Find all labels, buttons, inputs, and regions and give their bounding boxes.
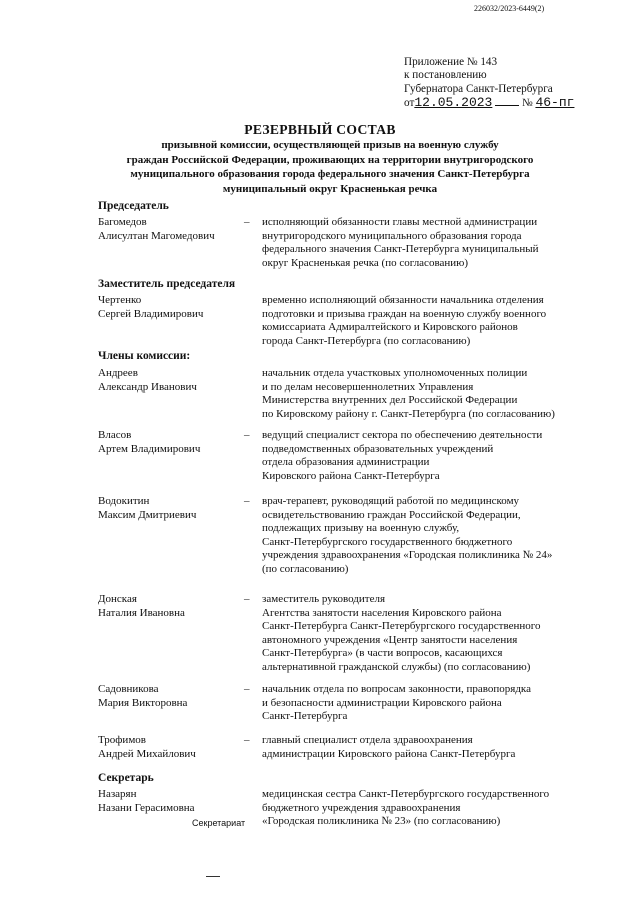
- member-name: [98, 216, 215, 243]
- member-position-line: бюджетного учреждения здравоохранения: [262, 801, 461, 814]
- member-position-line: автономного учреждения «Центр занятости населения: [262, 633, 518, 646]
- member-position-line: подлежащих призыву на военную службу,: [262, 522, 460, 535]
- member-position-line: начальник отдела участковых уполномоченных полиции: [262, 367, 528, 379]
- member-position-line: Кировского района Санкт-Петербурга: [262, 469, 440, 482]
- member-position: [262, 788, 549, 829]
- member-position: [262, 734, 515, 761]
- member-name: [98, 683, 187, 710]
- dash-separator: –: [244, 683, 250, 695]
- appendix-line-3: Губернатора Санкт-Петербурга: [404, 82, 553, 95]
- member-name: [98, 294, 203, 321]
- document-subtitle: [60, 138, 600, 196]
- member-position-line: освидетельствованию граждан Российской Федерации,: [262, 508, 521, 521]
- member-name-line: Трофимов: [98, 734, 146, 746]
- member-position-line: «Городская поликлиника № 23» (по согласованию): [262, 815, 501, 828]
- member-name-line: Водокитин: [98, 495, 150, 507]
- member-position-line: Санкт-Петербурга Санкт-Петербургского государственного: [262, 620, 541, 633]
- member-position-line: внутригородского муниципального образования города: [262, 229, 522, 242]
- member-position-line: Санкт-Петербурга: [262, 710, 348, 723]
- member-name-line: Алисултан Магомедович: [98, 229, 215, 242]
- member-name-line: Андрей Михайлович: [98, 747, 196, 760]
- dash-separator: –: [244, 216, 250, 228]
- member-name: [98, 788, 195, 815]
- appendix-date-line: [404, 96, 574, 110]
- member-name-line: Максим Дмитриевич: [98, 508, 197, 521]
- dash-separator: –: [244, 593, 250, 605]
- member-name-line: Андреев: [98, 367, 138, 379]
- member-name-line: Артем Владимирович: [98, 442, 201, 455]
- member-position-line: начальник отдела по вопросам законности, правопорядка: [262, 683, 531, 695]
- document-title: РЕЗЕРВНЫЙ СОСТАВ: [244, 122, 396, 137]
- member-name-line: Мария Викторовна: [98, 696, 188, 709]
- dash-separator: –: [244, 429, 250, 441]
- member-position-line: по Кировскому району г. Санкт-Петербурга (по согласованию): [262, 407, 555, 420]
- page-mark: [206, 876, 220, 877]
- appendix-block: [404, 56, 574, 111]
- member-name-line: Александр Иванович: [98, 380, 197, 393]
- member-name: [98, 429, 200, 456]
- member-name: [98, 495, 196, 522]
- member-position-line: альтернативной гражданской службы) (по согласованию): [262, 660, 531, 673]
- member-position-line: медицинская сестра Санкт-Петербургского государственного: [262, 788, 550, 800]
- member-position: [262, 593, 541, 675]
- member-position-line: подведомственных образовательных учреждений: [262, 442, 494, 455]
- appendix-line-2: к постановлению: [404, 69, 487, 82]
- member-position-line: учреждения здравоохранения «Городская поликлиника № 24»: [262, 549, 553, 562]
- dash-separator: –: [244, 734, 250, 746]
- member-position: [262, 367, 555, 421]
- member-position: [262, 429, 542, 483]
- member-position-line: временно исполняющий обязанности начальника отделения: [262, 294, 544, 306]
- member-name-line: Власов: [98, 429, 132, 441]
- date-prefix: от: [404, 97, 415, 110]
- section-chair: Председатель: [98, 200, 169, 212]
- member-name: [98, 593, 185, 620]
- member-position: [262, 294, 546, 348]
- member-name: [98, 734, 196, 761]
- member-position-line: и по делам несовершеннолетних Управления: [262, 380, 474, 393]
- member-name-line: Назарян: [98, 788, 137, 800]
- subtitle-line: граждан Российской Федерации, проживающих на территории внутригородского: [126, 153, 534, 166]
- member-position-line: города Санкт-Петербурга (по согласованию): [262, 334, 471, 347]
- member-name-line: Наталия Ивановна: [98, 606, 185, 619]
- member-position-line: отдела образования администрации: [262, 456, 430, 469]
- member-name-line: Садовникова: [98, 683, 159, 695]
- appendix-line-1: Приложение № 143: [404, 56, 498, 68]
- member-position: [262, 216, 539, 270]
- dash-separator: –: [244, 495, 250, 507]
- decree-number: 46-пг: [535, 95, 575, 111]
- decree-date: 12.05.2023: [414, 95, 493, 111]
- section-members: Члены комиссии:: [98, 350, 191, 362]
- member-position-line: Санкт-Петербурга» (в части вопросов, касающихся: [262, 647, 503, 660]
- member-position-line: комиссариата Адмиралтейского и Кировского районов: [262, 321, 518, 334]
- member-position-line: заместитель руководителя: [262, 593, 386, 605]
- member-name-line: Багомедов: [98, 216, 147, 228]
- member-name-line: Чертенко: [98, 294, 142, 306]
- member-position-line: Агентства занятости населения Кировского района: [262, 606, 502, 619]
- document-number: 226032/2023-6449(2): [474, 4, 545, 13]
- member-name-line: Сергей Владимирович: [98, 307, 204, 320]
- member-position: [262, 683, 531, 724]
- member-name: [98, 367, 197, 394]
- member-position-line: и безопасности администрации Кировского района: [262, 696, 502, 709]
- member-position-line: исполняющий обязанности главы местной администрации: [262, 216, 538, 228]
- member-position-line: федерального значения Санкт-Петербурга муниципальный: [262, 243, 539, 256]
- member-position-line: ведущий специалист сектора по обеспечению деятельности: [262, 429, 543, 441]
- member-position-line: врач-терапевт, руководящий работой по медицинскому: [262, 495, 520, 507]
- member-position-line: (по согласованию): [262, 562, 349, 575]
- member-position-line: подготовки и призыва граждан на военную службу военного: [262, 307, 547, 320]
- subtitle-line: призывной комиссии, осуществляющей призыв на военную службу: [161, 139, 499, 151]
- member-position-line: главный специалист отдела здравоохранения: [262, 734, 473, 746]
- member-position-line: округ Красненькая речка (по согласованию): [262, 256, 469, 269]
- secretariat-stamp: Секретариат: [192, 818, 246, 828]
- member-name-line: Донская: [98, 593, 137, 605]
- subtitle-line: муниципального образования города федерального значения Санкт-Петербурга: [130, 168, 530, 181]
- member-position-line: администрации Кировского района Санкт-Петербурга: [262, 747, 516, 760]
- subtitle-line: муниципальный округ Красненькая речка: [222, 182, 438, 195]
- section-secretary: Секретарь: [98, 772, 154, 784]
- member-position-line: Министерства внутренних дел Российской Федерации: [262, 394, 518, 407]
- number-prefix: №: [521, 97, 533, 110]
- member-position: [262, 495, 552, 577]
- member-position-line: Санкт-Петербургского государственного бюджетного: [262, 535, 513, 548]
- member-name-line: Назани Герасимовна: [98, 801, 195, 814]
- section-deputy: Заместитель председателя: [98, 278, 236, 290]
